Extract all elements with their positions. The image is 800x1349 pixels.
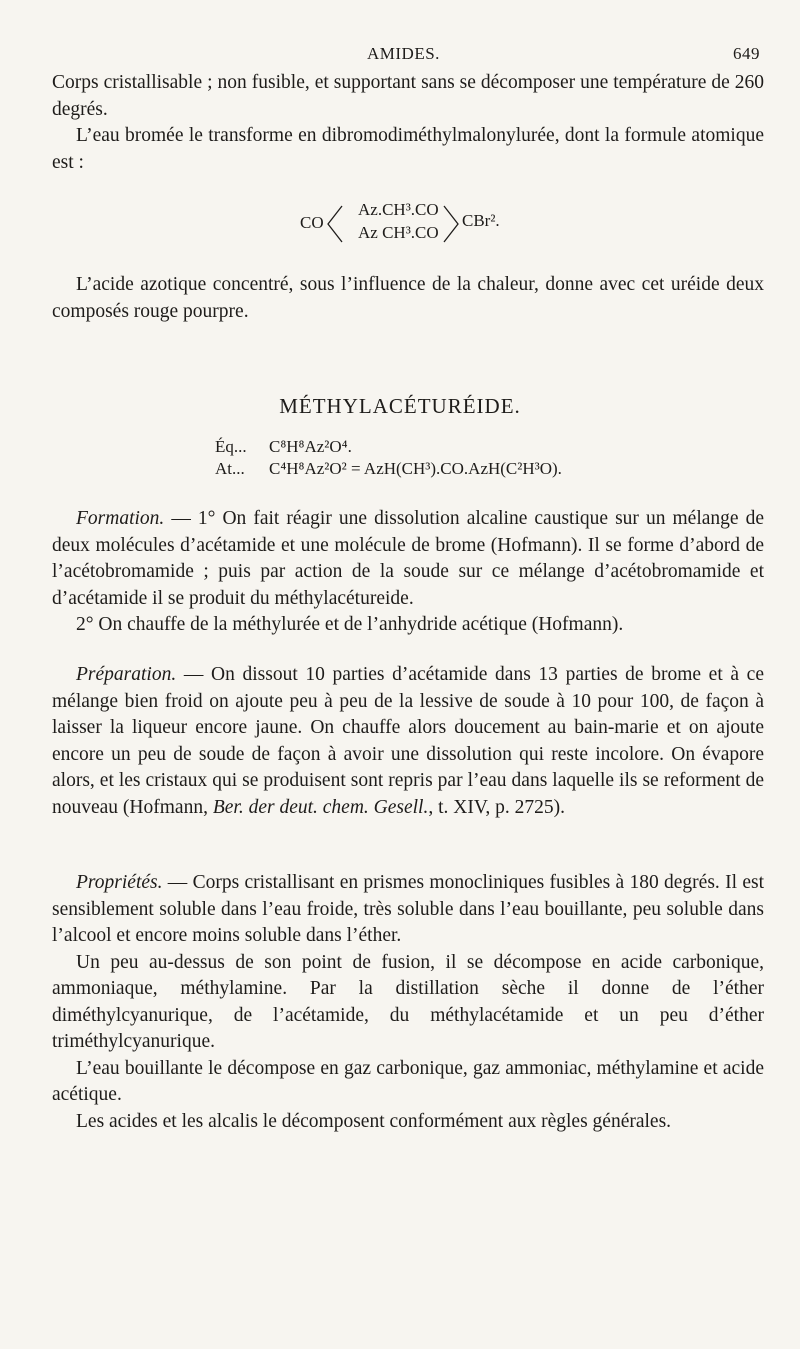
paragraph: L’eau bromée le transforme en dibromodiméthylmalonylurée, dont la formule atomique est :: [52, 125, 764, 173]
eq-value: C⁸H⁸Az²O⁴.: [269, 437, 352, 456]
paragraph: [52, 506, 764, 612]
formation-label: Formation.: [76, 508, 165, 529]
azotic-paragraph: [52, 272, 764, 325]
paragraph: Un peu au-dessus de son point de fusion, il se décompose en acide carbonique, ammoniaque, méthylamine. Par la distillation sèche il donne de l’éther diméthylcyanurique, de l’acétamide, du méthylacétamide et un peu d’éther triméthylcyanurique.: [52, 951, 764, 1052]
paragraph: [52, 870, 764, 950]
formula-left: CO: [300, 213, 324, 232]
paragraph: L’acide azotique concentré, sous l’influence de la chaleur, donne avec cet uréide deux composés rouge pourpre.: [52, 274, 764, 322]
reference-rest: , t. XIV, p. 2725).: [428, 796, 566, 818]
proprietes-label: Propriétés.: [76, 872, 163, 893]
at-value: C⁴H⁸Az²O² = AzH(CH³).CO.AzH(C²H³O).: [269, 459, 562, 478]
section-title: MÉTHYLACÉTURÉIDE.: [279, 394, 521, 418]
running-title: AMIDES.: [367, 44, 440, 63]
formula-bottom: Az CH³.CO: [358, 223, 439, 242]
formation-text: — 1° On fait réagir une dissolution alcaline caustique sur un mélange de deux molécules d’acétamide et une molécule de brome (Hofmann). Il se forme d’abord de l’acétobromamide ; puis par action de la soude sur ce mélange d’acétobromamide et d’acétamide il se produit du méthylacétureide.: [52, 508, 764, 609]
page-number: 649: [733, 44, 760, 63]
paragraph: L’eau bouillante le décompose en gaz carbonique, gaz ammoniac, méthylamine et acide acétique.: [52, 1057, 764, 1105]
preparation-text: — On dissout 10 parties d’acétamide dans 13 parties de brome et à ce mélange bien froid on ajoute peu à peu de la lessive de soude à 10 pour 100, de façon à laisser la liqueur encore jaune. On chauffe alors doucement au bain-marie et on ajoute encore un peu de soude de façon à avoir une dissolution qui reste incolore. On évapore alors, et les cristaux qui se produisent sont repris par l’eau dans laquelle ils se reforment de nouveau (Hofmann,: [52, 664, 764, 818]
paragraph: [52, 662, 764, 821]
formula-top: Az.CH³.CO: [358, 200, 439, 219]
proprietes-text: — Corps cristallisant en prismes monocliniques fusibles à 180 degrés. Il est sensiblement soluble dans l’eau froide, très soluble dans l’eau bouillante, peu soluble dans l’alcool et encore moins soluble dans l’éther.: [52, 872, 764, 946]
intro-paragraphs: [52, 70, 764, 176]
preparation-label: Préparation.: [76, 664, 177, 685]
paragraph: Les acides et les alcalis le décomposent conformément aux règles générales.: [76, 1110, 672, 1132]
paragraph: Corps cristallisable ; non fusible, et supportant sans se décomposer une température de 260 degrés.: [52, 72, 764, 120]
proprietes-section: [52, 870, 764, 1135]
at-label: At...: [215, 459, 245, 478]
page-header: [0, 44, 800, 68]
eq-label: Éq...: [215, 437, 247, 456]
preparation-section: [52, 662, 764, 821]
paragraph: 2° On chauffe de la méthylurée et de l’anhydride acétique (Hofmann).: [76, 614, 624, 635]
reference-italic: Ber. der deut. chem. Gesell.: [212, 796, 429, 818]
formation-section: [52, 506, 764, 639]
formula-right: CBr².: [462, 211, 500, 230]
formula-lines: [215, 436, 562, 480]
